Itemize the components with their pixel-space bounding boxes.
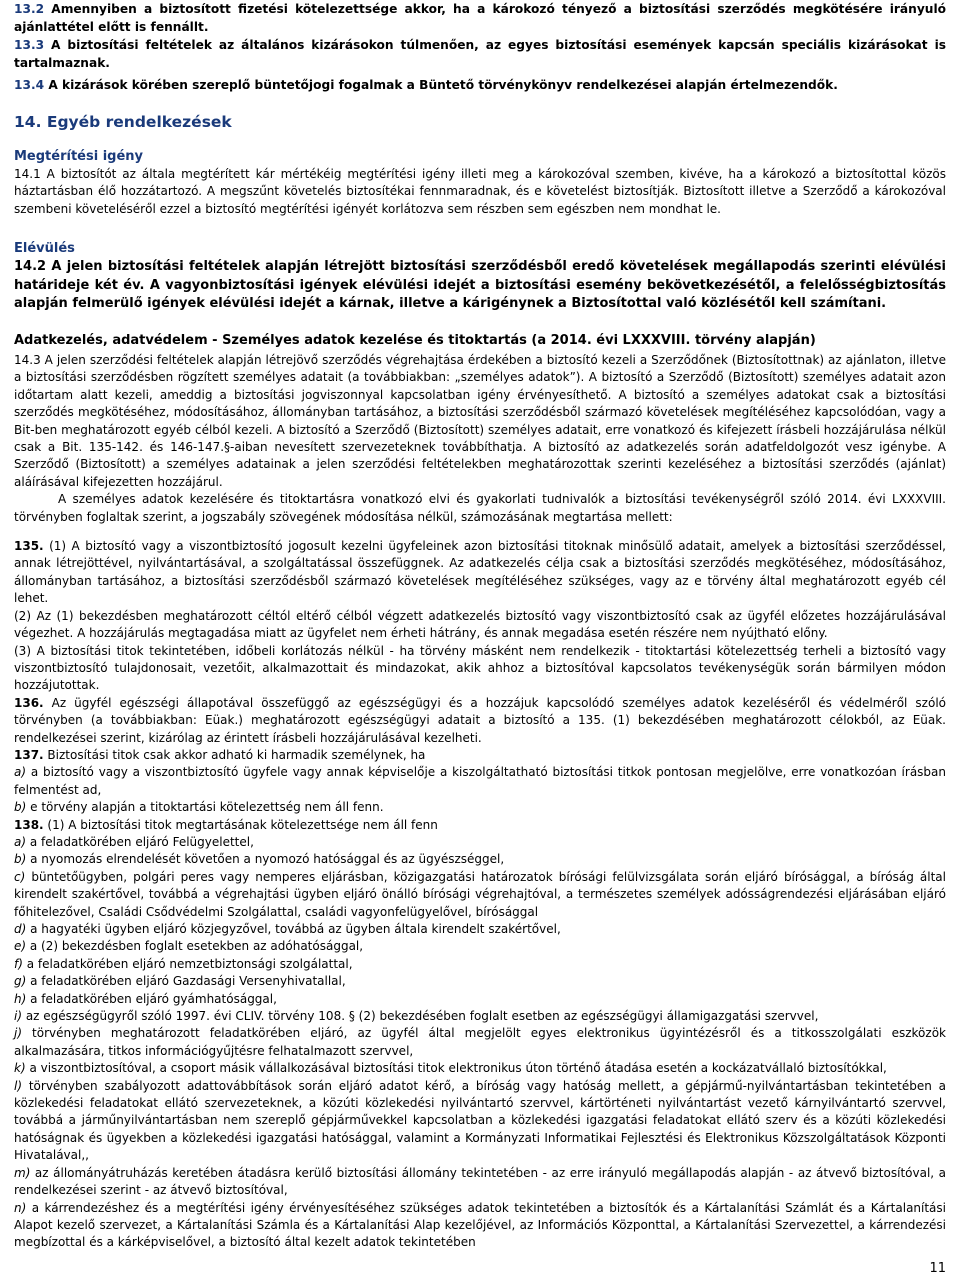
item-text: az egészségügyről szóló 1997. évi CLIV. törvény 108. § (2) bekezdésében foglalt esetben az egészségügyi államigazgatási szervvel, <box>22 1009 819 1024</box>
paragraph-text: A biztosítót az általa megtérített kár mértékéig megtérítési igény illeti meg a károkozóval szemben, kivéve, ha a károkozó a biztosítottal közös háztartásban élő hozzátartozó. A megszűnt követelés biztosítékai fennmaradnak, és e követelést biztosítják. Biztosított illetve a Szerződő a károkozóval szembeni követeléséről ezzel a biztosító megtérítési igényét korlátozva sem részben sem egészben nem mondhat le. <box>14 167 946 216</box>
list-item <box>14 1008 946 1025</box>
list-item <box>14 973 946 990</box>
section-number: 13.4 <box>14 78 45 92</box>
list-item <box>14 834 946 851</box>
list-item <box>14 1078 946 1165</box>
document-page <box>14 0 946 1252</box>
law-text: (1) A biztosítási titok megtartásának kötelezettsége nem áll fenn <box>43 817 438 832</box>
list-item <box>14 869 946 921</box>
list-item <box>14 1025 946 1060</box>
item-label: l) <box>14 1078 23 1093</box>
law-136 <box>14 695 946 747</box>
item-text: törvényben szabályozott adattovábbítások során eljáró adatot kérő, a bíróság vagy hatóság mellett, a gépjármű-nyilvántartásban tekintetében a közlekedési feladatokat ellátó szervezeteknek, a közúti közlekedési nyilvántartó szervvel, kártörténeti nyilvántartást vezető kárnyilvántartó szervvel, továbbá a járműnyilvántartásban nem szereplő gépjárművekkel kapcsolatban a közlekedési igazgatási feladatokat ellátó szerv és a közúti közlekedési hatóságnak és ügyekben a közlekedési igazgatási hatósággal, valamint a Kormányzati Informatikai Fejlesztési és Elektronikus Közszolgáltatások Központi Hivatalával,, <box>14 1078 946 1163</box>
law-135-3: (3) A biztosítási titok tekintetében, időbeli korlátozás nélkül - ha törvény másként nem rendelkezik - titoktartási kötelezettség terheli a biztosító vagy viszontbiztosító tulajdonosait, vezetőit, alkalmazottait és mindazokat, akik ahhoz a biztosítóval kapcsolatos tevékenységük során bármilyen módon hozzájutottak. <box>14 643 946 693</box>
list-item <box>14 956 946 973</box>
paragraph-14-1 <box>14 166 946 218</box>
item-label: j) <box>14 1026 23 1041</box>
law-text: (1) A biztosító vagy a viszontbiztosító jogosult kezelni ügyfeleinek azon biztosítási titoknak minősülő adatait, amelyek a biztosítási szerződéssel, annak létrejöttével, nyilvántartásával, a szolgáltatással összefüggnek. Az adatkezelés célja csak a biztosítási szerződés megkötéséhez, módosításához, állományban tartásához, a biztosítási szerződésből származó követelések megítéléséhez szükséges, vagy az e törvény által meghatározott egyéb cél lehet. <box>14 539 946 606</box>
list-item <box>14 1200 946 1252</box>
section-text: A kizárások körében szereplő büntetőjogi fogalmak a Büntető törvénykönyv rendelkezései alapján értelmezendők. <box>44 78 838 92</box>
item-text: a hagyatéki ügyben eljáró közjegyzővel, továbbá az ügyben általa kirendelt szakértővel, <box>26 922 561 936</box>
subheading-megteritesi: Megtérítési igény <box>14 149 144 164</box>
law-138-items <box>14 834 946 1252</box>
law-excerpt <box>14 538 946 1252</box>
item-text: a feladatkörében eljáró gyámhatósággal, <box>26 991 277 1006</box>
item-text: a nyomozás elrendelését követően a nyomozó hatósággal és az ügyészséggel, <box>26 852 505 867</box>
item-label: d) <box>14 922 27 936</box>
paragraph-14-2 <box>14 258 946 314</box>
item-text: a kárrendezéshez és a megtérítési igény érvényesítéséhez szükséges adatok tekintetében a biztosítók és a Kártalanítási Számlát és a Kártalanítási Alapot kezelő szervezet, a Kártalanítási Számla és a Kártalanítási Alap kezelőjével, az Információs Központtal, a Kártalanítási Szervezettel, a kárrendezési megbízottal és a kárképviselővel, a biztosító által kezelt adatok tekintetében <box>14 1200 946 1250</box>
list-item <box>14 991 946 1008</box>
law-paragraph-number: 135. <box>14 539 44 554</box>
law-135-1 <box>14 538 946 608</box>
item-label: i) <box>14 1009 23 1024</box>
law-138 <box>14 817 946 834</box>
law-137 <box>14 747 946 764</box>
item-text: a viszontbiztosítóval, a csoport másik vállalkozásával biztosítási titok elektronikus úton történő átadása esetén a kockázatvállaló biztosítókkal, <box>25 1061 887 1076</box>
paragraph-14-3-b: A személyes adatok kezelésére és titoktartásra vonatkozó elvi és gyakorlati tudnivalók a biztosítási tevékenységről szóló 2014. évi LXXXVIII. törvényben foglaltak szerint, a jogszabály szövegének módosítása nélkül, számozásának megtartása mellett: <box>14 492 946 524</box>
item-label: h) <box>14 991 27 1006</box>
item-label: a) <box>14 765 27 780</box>
law-text: Biztosítási titok csak akkor adható ki harmadik személynek, ha <box>43 747 426 762</box>
item-label: e) <box>14 939 27 954</box>
section-13-2 <box>14 0 946 36</box>
item-text: a feladatkörében eljáró Felügyelettel, <box>26 834 254 849</box>
item-label: b) <box>14 800 27 815</box>
section-13-4 <box>14 76 946 94</box>
item-label: f) <box>14 956 23 971</box>
item-text: büntetőügyben, polgári peres vagy nemperes eljárásban, közigazgatási határozatok bírósági felülvizsgálata során eljáró bírósággal, a bíróság által kirendelt szakértővel, továbbá a végrehajtási ügyben eljáró önálló bírósági végrehajtóval, a természetes személyek adósságrendezési eljárásában eljáró főhitelezővel, Családi Csődvédelmi Szolgálattal, családi vagyonfelügyelővel, bírósággal <box>14 869 946 919</box>
law-paragraph-number: 138. <box>14 817 44 832</box>
item-text: az állományátruházás keretében átadásra kerülő biztosítási állomány tekintetében - az erre irányuló megállapodás alapján - az átvevő biztosítóval, a rendelkezései szerint - az átvevő biztosítóval, <box>14 1165 946 1198</box>
law-text: Az ügyfél egészségi állapotával összefüggő az egészségügyi és a hozzájuk kapcsolódó személyes adatok kezeléséről és védelméről szóló törvényben (a továbbiakban: Eüak.) meghatározott egészségügyi adatait a biztosító a 135. (1) bekezdésében meghatározott célokból, az Eüak. rendelkezései szerint, kizárólag az érintett írásbeli hozzájárulásával kezelheti. <box>14 695 946 745</box>
paragraph-number: 14.1 <box>14 167 41 181</box>
item-label: n) <box>14 1200 27 1215</box>
item-label: g) <box>14 974 27 989</box>
law-137-a <box>14 764 946 799</box>
paragraph-text: A jelen szerződési feltételek alapján létrejövő szerződés végrehajtása érdekében a biztosító kezeli a Szerződőnek (Biztosítottnak) az ajánlaton, illetve a biztosítási szerződésben rögzített személyes adatait (a továbbiakban: „személyes adatok”). A biztosító a Szerződő (Biztosított) személyes adatait azon időtartam alatt kezeli, ameddig a biztosítási jogviszonnyal kapcsolatban igény érvényesíthető. A biztosító a személyes adatokat csak a biztosítási szerződés megkötéséhez, módosításához, állományban tartásához, a biztosítási szerződésből származó követelések megítéléséhez kapcsolódóan, vagy a Bit-ben meghatározott egyéb célból kezeli. A biztosító a Szerződő (Biztosított) személyes adatait, erre vonatkozó és kifejezett írásbeli hozzájárulása nélkül csak a Bit. 135-142. és 146-147.§-aiban nevesített szervezeteknek továbbíthatja. A biztosító az adatkezelés során adatfeldolgozót vesz igénybe. A Szerződő (Biztosított) a személyes adatainak a jelen szerződési feltételekben meghatározottak szerinti kezeléséhez a biztosítási szerződés (ajánlat) aláírásával kifejezetten hozzájárul. <box>14 353 946 489</box>
heading-14: 14. Egyéb rendelkezések <box>14 113 232 131</box>
law-paragraph-number: 137. <box>14 747 44 762</box>
list-item <box>14 851 946 868</box>
section-text: A biztosítási feltételek az általános kizárásokon túlmenően, az egyes biztosítási események kapcsán speciális kizárásokat is tartalmaznak. <box>14 38 946 70</box>
item-label: b) <box>14 852 27 867</box>
item-text: a feladatkörében eljáró Gazdasági Versenyhivatallal, <box>26 974 346 989</box>
list-item <box>14 1165 946 1200</box>
law-paragraph-number: 136. <box>14 695 44 710</box>
item-text: e törvény alapján a titoktartási kötelezettség nem áll fenn. <box>26 800 384 815</box>
item-text: a (2) bekezdésben foglalt esetekben az adóhatósággal, <box>26 939 364 954</box>
paragraph-text: A jelen biztosítási feltételek alapján létrejött biztosítási szerződésből eredő követelések megállapodás szerinti elévülési határideje két év. A vagyonbiztosítási igények elévülési idejét a biztosítási esemény bekövetkezésétől, a felelősségbiztosítás alapján felmerülő igények elévülési idejét a kárnak, illetve a kárigénynek a Biztosítottal való közlésétől kell számítani. <box>14 259 946 312</box>
paragraph-14-3 <box>14 352 946 491</box>
item-text: törvényben meghatározott feladatkörében eljáró, az ügyfél által megjelölt egyes elektronikus ügyintézésről és a titkosszolgálati eszközök alkalmazására, titkos információgyűjtésre felhatalmazott szervvel, <box>14 1026 946 1058</box>
law-135-2: (2) Az (1) bekezdésben meghatározott céltól eltérő célból végzett adatkezelés biztosító vagy viszontbiztosító csak az ügyfél előzetes hozzájárulásával végezhet. A hozzájárulás megtagadása miatt az ügyfelet nem érheti hátrány, és annak megadása esetén részére nem nyújtható előny. <box>14 608 946 641</box>
item-label: k) <box>14 1061 26 1076</box>
paragraph-number: 14.3 <box>14 353 41 367</box>
subheading-elevules: Elévülés <box>14 241 75 257</box>
list-item <box>14 921 946 938</box>
item-label: c) <box>14 869 26 884</box>
item-label: a) <box>14 834 27 849</box>
item-text: a feladatkörében eljáró nemzetbiztonsági szolgálattal, <box>22 956 353 971</box>
item-label: m) <box>14 1165 31 1180</box>
section-number: 13.3 <box>14 38 45 52</box>
subheading-adatkezeles: Adatkezelés, adatvédelem - Személyes adatok kezelése és titoktartás (a 2014. évi LXXXVIII. törvény alapján) <box>14 333 816 348</box>
paragraph-number: 14.2 <box>14 259 47 275</box>
list-item <box>14 938 946 955</box>
list-item <box>14 1060 946 1077</box>
law-137-b <box>14 799 946 816</box>
section-13-3 <box>14 36 946 72</box>
page-number: 11 <box>929 1261 946 1276</box>
item-text: a biztosító vagy a viszontbiztosító ügyfele vagy annak képviselője a kiszolgáltatható biztosítási titkok pontosan megjelölve, erre vonatkozóan írásban felmentést ad, <box>14 765 946 797</box>
section-number: 13.2 <box>14 2 45 16</box>
section-text: Amennyiben a biztosított fizetési kötelezettsége akkor, ha a károkozó tényező a biztosítási szerződés megkötésére irányuló ajánlattétel előtt is fennállt. <box>14 2 946 34</box>
